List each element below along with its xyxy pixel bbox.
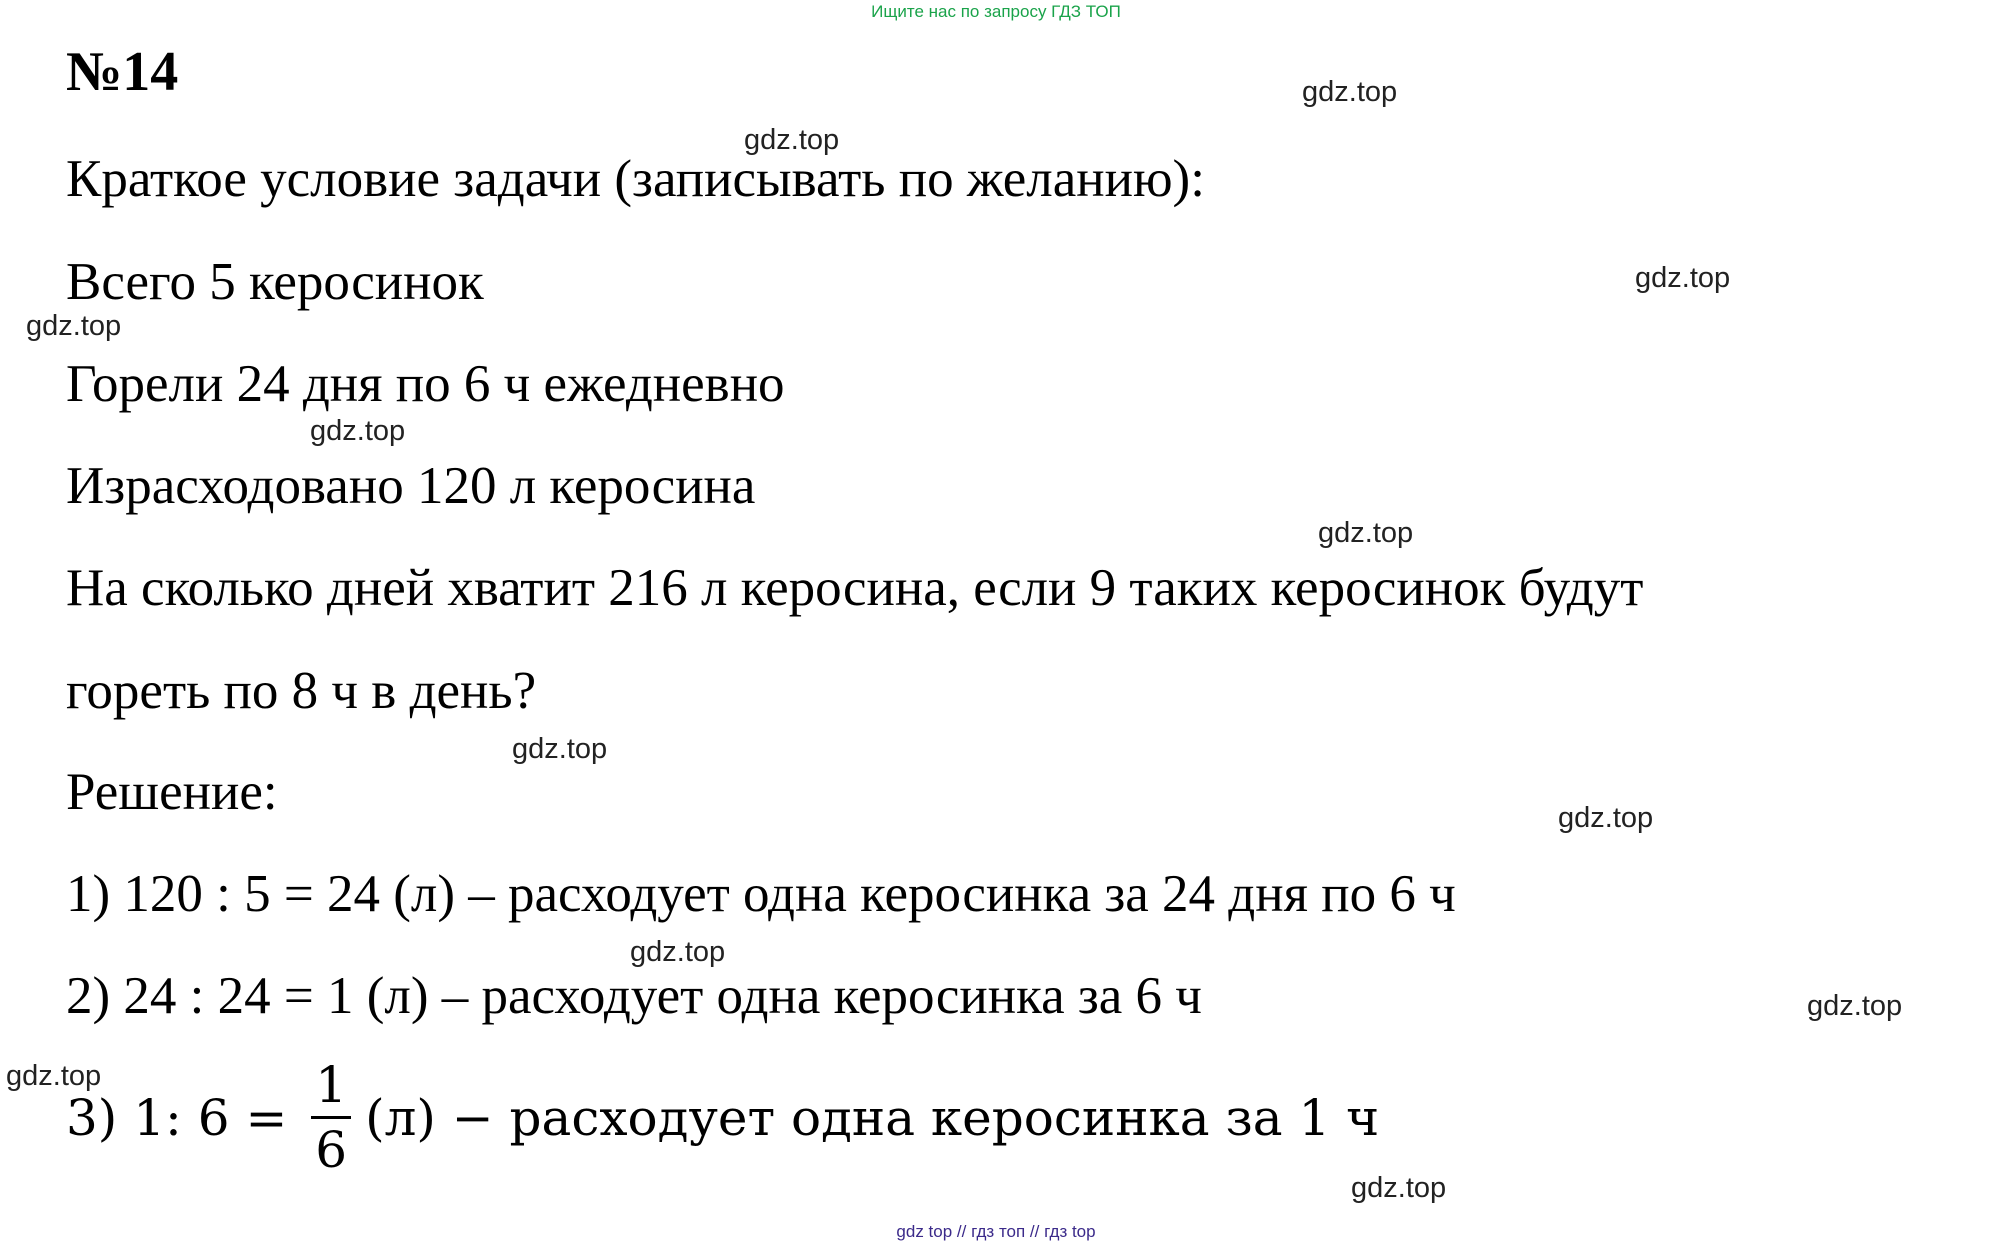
watermark: gdz.top <box>1558 802 1654 834</box>
watermark: gdz.top <box>1807 990 1903 1022</box>
watermark: gdz.top <box>1302 76 1398 108</box>
condition-line-lamps: Всего 5 керосинок <box>66 253 484 311</box>
problem-number: №14 <box>66 41 179 103</box>
step-3-prefix: 3) 1: 6 = <box>66 1088 304 1147</box>
watermark: gdz.top <box>744 124 840 156</box>
watermark: gdz.top <box>1318 517 1414 549</box>
solution-step-2: 2) 24 : 24 = 1 (л) – расходует одна керосинка за 6 ч <box>66 967 1202 1025</box>
fraction-denominator: 6 <box>315 1121 348 1179</box>
question-line-2: гореть по 8 ч в день? <box>66 662 537 720</box>
condition-line-hours: Горели 24 дня по 6 ч ежедневно <box>66 355 785 413</box>
question-line-1: На сколько дней хватит 216 л керосина, если 9 таких керосинок будут <box>66 559 1644 617</box>
fraction-one-sixth <box>311 1056 351 1179</box>
watermark: gdz.top <box>512 733 608 765</box>
solution-step-1: 1) 120 : 5 = 24 (л) – расходует одна керосинка за 24 дня по 6 ч <box>66 865 1456 923</box>
condition-line-used: Израсходовано 120 л керосина <box>66 457 756 515</box>
watermark: gdz.top <box>310 415 406 447</box>
watermark: gdz.top <box>1351 1172 1447 1204</box>
watermark: gdz.top <box>6 1060 102 1092</box>
solution-step-3 <box>66 1056 1380 1179</box>
footer-banner: gdz top // гдз топ // гдз top <box>896 1222 1096 1241</box>
watermark: gdz.top <box>26 310 122 342</box>
watermark: gdz.top <box>630 936 726 968</box>
watermark: gdz.top <box>1635 262 1731 294</box>
solution-heading: Решение: <box>66 763 278 821</box>
header-banner: Ищите нас по запросу ГДЗ ТОП <box>871 2 1121 21</box>
condition-heading: Краткое условие задачи (записывать по желанию): <box>66 150 1205 208</box>
fraction-numerator: 1 <box>311 1060 351 1119</box>
step-3-suffix: (л) − расходует одна керосинка за 1 ч <box>365 1088 1380 1147</box>
